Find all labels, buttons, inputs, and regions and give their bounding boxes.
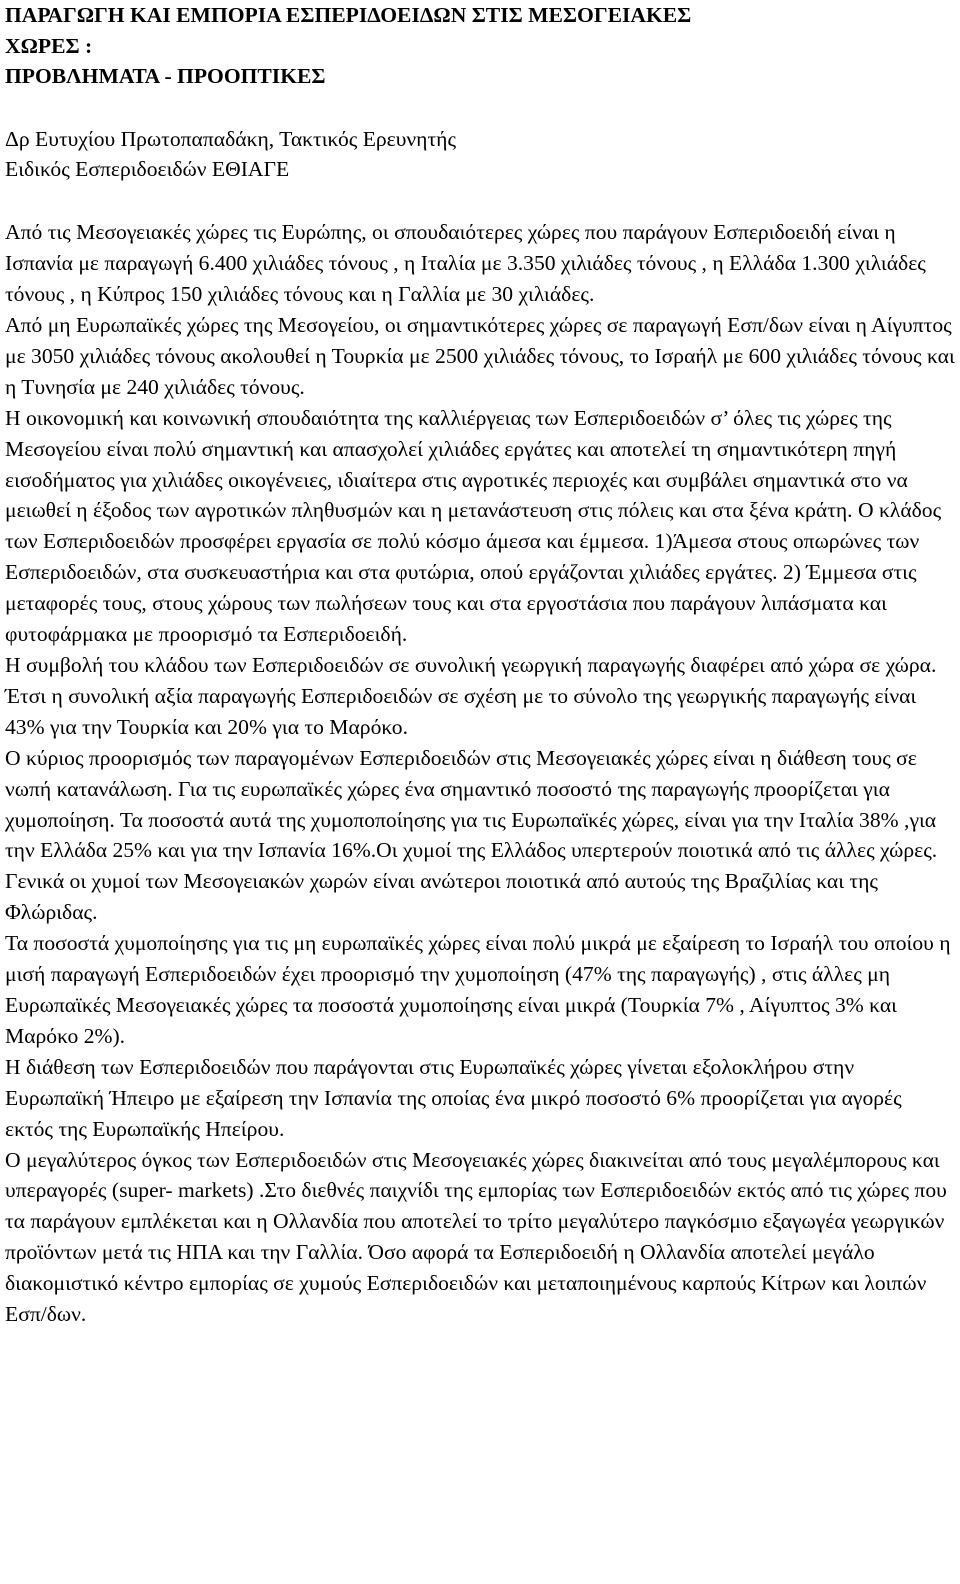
spacer: [5, 185, 955, 217]
document-title: [5, 0, 955, 92]
paragraph-socioeconomic-importance: Η οικονομική και κοινωνική σπουδαιότητα της καλλιέργειας των Εσπεριδοειδών σ’ όλες τις χώρες της Μεσογείου είναι πολύ σημαντική και απασχολεί χιλιάδες εργάτες και αποτελεί τη σημαντικότερη πηγή εισοδήματος για χιλιάδες οικογένειες, ιδιαίτερα στις αγροτικές περιοχές και συμβάλει σημαντικά στο να μειωθεί η έξοδος των αγροτικών πληθυσμών και η μετανάστευση στις πόλεις και στα ξένα κράτη. Ο κλάδος των Εσπεριδοειδών προσφέρει εργασία σε πολύ κόσμο άμεσα και έμμεσα. 1)Άμεσα στους οπωρώνες των Εσπεριδοειδών, στα συσκευαστήρια και στα φυτώρια, οπού εργάζονται χιλιάδες εργάτες. 2) Έμμεσα στις μεταφορές τους, στους χώρους των πωλήσεων τους και στα εργοστάσια που παράγουν λιπάσματα και φυτοφάρμακα με προορισμό τα Εσπεριδοειδή.: [5, 405, 942, 647]
title-line-2: ΧΩΡΕΣ :: [5, 33, 93, 58]
document-page: [5, 0, 955, 1330]
paragraph-distribution: Η διάθεση των Εσπεριδοειδών που παράγονται στις Ευρωπαϊκές χώρες γίνεται εξολοκλήρου στην Ευρωπαϊκή Ήπειρο με εξαίρεση την Ισπανία της οποίας ένα μικρό ποσοστό 6% προορίζεται για αγορές εκτός της Ευρωπαϊκής Ηπείρου.: [5, 1054, 902, 1141]
paragraph-european-production: Από τις Μεσογειακές χώρες τις Ευρώπης, οι σπουδαιότερες χώρες που παράγουν Εσπεριδοειδή είναι η Ισπανία με παραγωγή 6.400 χιλιάδες τόνους , η Ιταλία με 3.350 χιλιάδες τόνους , η Ελλάδα 1.300 χιλιάδες τόνους , η Κύπρος 150 χιλιάδες τόνους και η Γαλλία με 30 χιλιάδες.: [5, 220, 926, 307]
paragraph-non-european-production: Από μη Ευρωπαϊκές χώρες της Μεσογείου, οι σημαντικότερες χώρες σε παραγωγή Εσπ/δων είναι η Αίγυπτος με 3050 χιλιάδες τόνους ακολουθεί η Τουρκία με 2500 χιλιάδες τόνους, το Ισραήλ με 600 χιλιάδες τόνους και η Τυνησία με 240 χιλιάδες τόνους.: [5, 313, 955, 399]
paragraph-share-of-agriculture: Η συμβολή του κλάδου των Εσπεριδοειδών σε συνολική γεωργική παραγωγής διαφέρει από χώρα σε χώρα. Έτσι η συνολική αξία παραγωγής Εσπεριδοειδών σε σχέση με το σύνολο της γεωργικής παραγωγής είναι 43% για την Τουρκία και 20% για το Μαρόκο.: [5, 653, 937, 739]
title-line-3: ΠΡΟΒΛΗΜΑΤΑ - ΠΡΟΟΠΤΙΚΕΣ: [5, 64, 326, 88]
author-block: [5, 124, 955, 186]
title-line-1: ΠΑΡΑΓΩΓΗ ΚΑΙ ΕΜΠΟΡΙΑ ΕΣΠΕΡΙΔΟΕΙΔΩΝ ΣΤΙΣ ΜΕΣΟΓΕΙΑΚΕΣ: [5, 3, 692, 27]
author-affiliation: Ειδικός Εσπεριδοειδών ΕΘΙΑΓΕ: [5, 157, 290, 182]
author-name: Δρ Ευτυχίου Πρωτοπαπαδάκη, Τακτικός Ερευνητής: [5, 126, 456, 151]
paragraph-fresh-and-juice: Ο κύριος προορισμός των παραγομένων Εσπεριδοειδών στις Μεσογειακές χώρες είναι η διάθεση τους σε νωπή κατανάλωση. Για τις ευρωπαϊκές χώρες ένα σημαντικό ποσοστό της παραγωγής προορίζεται για χυμοποίηση. Τα ποσοστά αυτά της χυμοποποίησης για τις Ευρωπαϊκές χώρες, είναι για την Ιταλία 38% ,για την Ελλάδα 25% και για την Ισπανία 16%.Οι χυμοί της Ελλάδος υπερτερούν ποιοτικά από τις άλλες χώρες. Γενικά οι χυμοί των Μεσογειακών χωρών είναι ανώτεροι ποιοτικά από αυτούς της Βραζιλίας και της Φλώριδας.: [5, 745, 938, 925]
paragraph-juice-non-european: Τα ποσοστά χυμοποίησης για τις μη ευρωπαϊκές χώρες είναι πολύ μικρά με εξαίρεση το Ισραήλ του οποίου η μισή παραγωγή Εσπεριδοειδών έχει προορισμό την χυμοποίηση (47% της παραγωγής) , στις άλλες μη Ευρωπαϊκές Μεσογειακές χώρες τα ποσοστά χυμοποίησης είναι μικρά (Τουρκία 7% , Αίγυπτος 3% και Μαρόκο 2%).: [5, 931, 951, 1048]
spacer: [5, 92, 955, 124]
paragraph-trade: Ο μεγαλύτερος όγκος των Εσπεριδοειδών στις Μεσογειακές χώρες διακινείται από τους μεγαλέμπορους και υπεραγορές (super- markets) .Στο διεθνές παιχνίδι της εμπορίας των Εσπεριδοειδών εκτός από τις χώρες που τα παράγουν εμπλέκεται και η Ολλανδία που αποτελεί το τρίτο μεγαλύτερο παγκόσμιο εξαγωγέα γεωργικών προϊόντων μετά τις ΗΠΑ και την Γαλλία. Όσο αφορά τα Εσπεριδοειδή η Ολλανδία αποτελεί μεγάλο διακομιστικό κέντρο εμπορίας σε χυμούς Εσπεριδοειδών και μεταποιημένους καρπούς Κίτρων και λοιπών Εσπ/δων.: [5, 1147, 947, 1327]
